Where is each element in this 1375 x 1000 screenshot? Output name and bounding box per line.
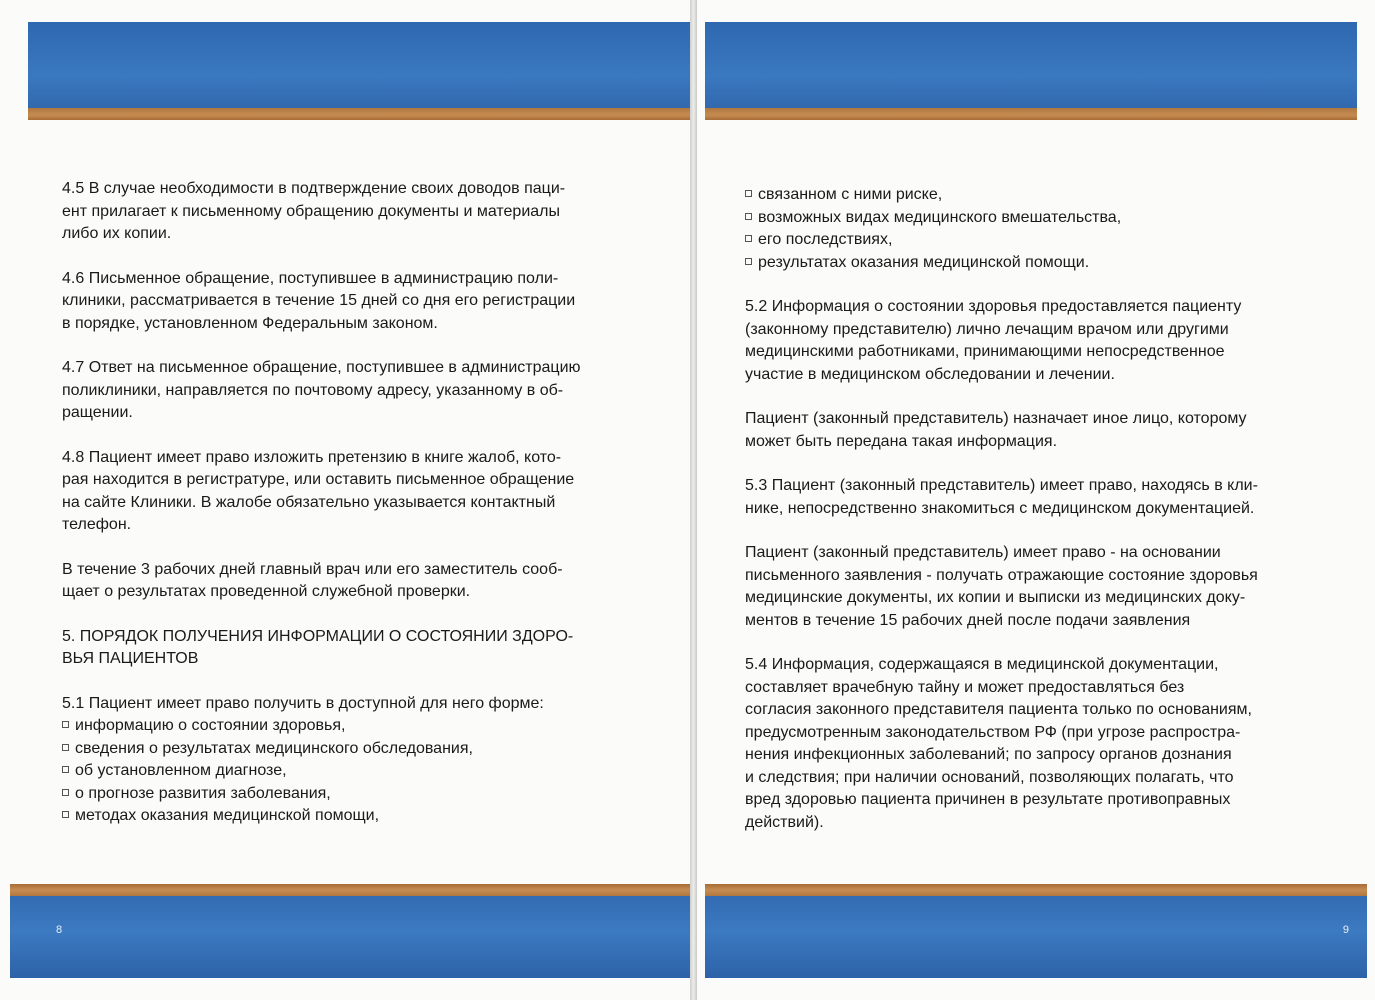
bullet-square-icon <box>745 190 752 197</box>
list-item-text: его последствиях, <box>758 231 893 248</box>
bullet-square-icon <box>62 744 69 751</box>
paragraph-5-4: 5.4 Информация, содержащаяся в медицинской документации, составляет врачебную тайну и может предоставляться без согласия законного представителя пациента только по основаниям, предусмотренным законодательством РФ (при угрозе распростра- нения инфекционных заболеваний; по запросу органов дознания и следствия; при наличии оснований, позволяющих полагать, что вред здоровью пациента причинен в результате противоправных действий). <box>745 656 1252 831</box>
header-stripe <box>705 108 1357 120</box>
page-number: 9 <box>1342 924 1349 936</box>
list-item-text: результатах оказания медицинской помощи. <box>758 253 1090 271</box>
paragraph-4-8: 4.8 Пациент имеет право изложить претензию в книге жалоб, кото- рая находится в регистратуре, или оставить письменное обращение на сайте Клиники. В жалобе обязательно указывается контактный телефон. <box>62 448 575 533</box>
list-item-text: сведения о результатах медицинского обследования, <box>75 739 473 757</box>
list-item <box>62 760 652 783</box>
page-number: 8 <box>56 924 63 936</box>
bottom-footer-band <box>705 884 1367 978</box>
left-page-content <box>62 178 652 828</box>
list-item <box>62 738 652 761</box>
header-stripe <box>28 108 690 120</box>
top-header-band <box>705 22 1357 120</box>
book-spine <box>690 0 697 1000</box>
list-item <box>745 207 1345 230</box>
paragraph-3-days: В течение 3 рабочих дней главный врач или его заместитель сооб- щает о результатах проведенной служебной проверки. <box>62 560 563 600</box>
paragraph-5-3: 5.3 Пациент (законный представитель) имеет право, находясь в кли- нике, непосредственно знакомиться с медицинском документацией. <box>745 477 1258 517</box>
info-list <box>62 715 652 828</box>
bullet-square-icon <box>62 721 69 728</box>
top-header-band <box>28 22 690 120</box>
section-5-heading: 5. ПОРЯДОК ПОЛУЧЕНИЯ ИНФОРМАЦИИ О СОСТОЯНИИ ЗДОРО- ВЬЯ ПАЦИЕНТОВ <box>62 627 574 667</box>
paragraph-4-6: 4.6 Письменное обращение, поступившее в администрацию поли- клиники, рассматривается в течение 15 дней со дня его регистрации в порядке, установленном Федеральным законом. <box>62 269 576 332</box>
paragraph-4-7: 4.7 Ответ на письменное обращение, поступившее в администрацию поликлиники, направляется по почтовому адресу, указанному в об- ращении. <box>62 359 581 421</box>
bullet-square-icon <box>62 766 69 773</box>
list-item <box>745 184 1345 207</box>
list-item <box>62 715 652 738</box>
bullet-square-icon <box>745 258 752 265</box>
paragraph-4-5: 4.5 В случае необходимости в подтверждение своих доводов паци- ент прилагает к письменному обращению документы и материалы либо их копии. <box>62 180 566 242</box>
list-item-text: связанном с ними риске, <box>758 186 943 203</box>
paragraph-5-1-intro: 5.1 Пациент имеет право получить в доступной для него форме: <box>62 694 544 712</box>
list-item <box>62 805 652 828</box>
info-list-continued <box>745 184 1345 274</box>
list-item-text: информацию о состоянии здоровья, <box>75 717 346 734</box>
list-item-text: о прогнозе развития заболевания, <box>75 784 331 802</box>
paragraph-5-3-b: Пациент (законный представитель) имеет право - на основании письменного заявления - получать отражающие состояние здоровья медицинские документы, их копии и выписки из медицинских доку- ментов в течение 15 рабочих дней после подачи заявления <box>745 544 1258 629</box>
bottom-footer-band <box>10 884 690 978</box>
list-item-text: об установленном диагнозе, <box>75 762 287 779</box>
bullet-square-icon <box>62 789 69 796</box>
list-item <box>62 783 652 806</box>
bullet-square-icon <box>745 235 752 242</box>
list-item-text: возможных видах медицинского вмешательства, <box>758 208 1122 226</box>
paragraph-5-2-b: Пациент (законный представитель) назначает иное лицо, которому может быть передана такая информация. <box>745 410 1247 450</box>
right-page <box>697 0 1375 1000</box>
list-item <box>745 252 1345 275</box>
bullet-square-icon <box>62 811 69 818</box>
paragraph-5-2: 5.2 Информация о состоянии здоровья предоставляется пациенту (законному представителю) лично лечащим врачом или другими медицинскими работниками, принимающими непосредственное участие в медицинском обследовании и лечении. <box>745 298 1242 383</box>
footer-stripe <box>705 884 1367 896</box>
list-item <box>745 229 1345 252</box>
bullet-square-icon <box>745 213 752 220</box>
list-item-text: методах оказания медицинской помощи, <box>75 807 380 824</box>
footer-stripe <box>10 884 690 896</box>
right-page-content <box>745 184 1345 856</box>
